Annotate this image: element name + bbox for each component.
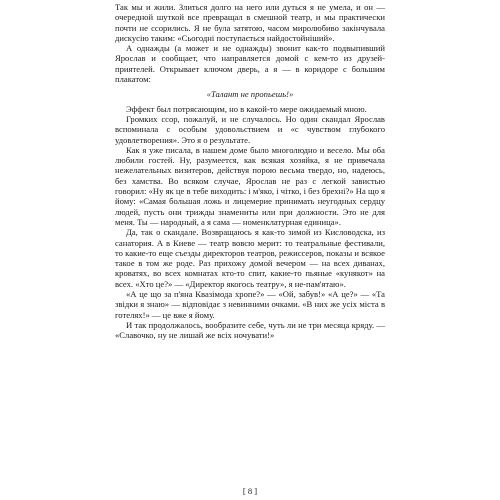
paragraph: Как я уже писала, в нашем доме было многолюдно и весело. Мы оба любили гостей. Ну, разумеется, как всякая хозяйка, я не привечала нежелательных визитеров, действуя порою весьма твердо, но, надеюсь, без хамства. Во всяком случае, Ярослав не раз с легкой завистью говорил: «Ну як це в тебе виходить: і м'яко, і чітко, і без брехні?» На що я йому: «Самая большая ложь и лицемерие принимать неугодных сердцу людей, пусть они трижды знамениты или при должности. Это не для меня. Ты — народный, а я сама — номенклатурная единица». <box>115 144 385 227</box>
paragraph: «А це що за п'яна Квазімода хропе?» — «Ой, забув!» «А це?» — «Та звідки я знаю» — відповідає з невинними очками. «В них же усіх міста в готелях!» — це вже я йому. <box>115 289 385 320</box>
body-text <box>115 2 385 341</box>
paragraph: Так мы и жили. Злиться долго на него или дуться я не умела, и он — очередной шуткой все превращал в смешной театр, и мы практически почти не ссорились. Я не була затятою, часом миролюбиво закінчувала дискусію таким: «Сьогодні поступається найдостойніший». <box>115 2 385 43</box>
page-number: [ 8 ] <box>242 486 258 496</box>
paragraph: И так продолжалось, вообразите себе, чуть ли не три месяца кряду. — «Славочко, ну не лишай же всіх ночувати!» <box>115 319 385 341</box>
poster-quote: «Талант не пропьешь!» <box>206 89 294 100</box>
paragraph: Громких ссор, пожалуй, и не случалось. Но один скандал Ярослав вспоминала с особым удовольствием и «с чувством глубокого удовлетворения». Это я о результате. <box>115 113 385 145</box>
paragraph: Да, так о скандале. Возвращаюсь я как-то зимой из Кисловодска, из санатория. А в Киеве — театр вовсю мерит: то театральные фестивали, то какие-то еще съезды директоров театров, режиссеров, показы и всякое такое в том же роде. Раз прихожу домой вечером — на всех диванах, кроватях, во всех комнатах кто-то спит, какие-то пьяные «кунякот» на всех. «Хто це?» — «Директор якогось театру», я не-пам'ятаю». <box>115 227 385 289</box>
paragraph: А однажды (а может и не однажды) звонит как-то подвыпивший Ярослав и сообщает, что направляется домой с кем-то из друзей-приятелей. Открывает ключом дверь, а я — в коридоре с большим плакатом: <box>115 43 385 85</box>
paragraph: Эффект был потрясающим, но в какой-то мере ожидаемый мною. <box>126 103 367 114</box>
